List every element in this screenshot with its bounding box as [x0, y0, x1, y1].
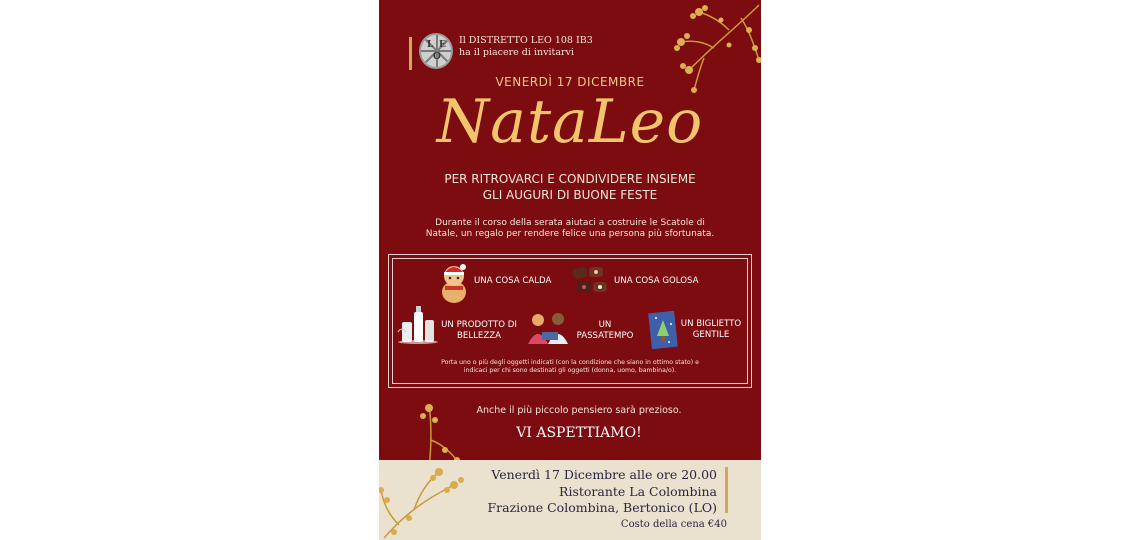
- chocolates-icon: [571, 265, 611, 299]
- invitation-poster: [379, 0, 761, 540]
- description-line-1: Durante il corso della serata aiutaci a costruire le Scatole di: [435, 218, 705, 228]
- closing-text: VI ASPETTIAMO!: [516, 425, 642, 441]
- event-title: NataLeo: [436, 87, 704, 157]
- subtitle-line-1: PER RITROVARCI E CONDIVIDERE INSIEME: [444, 172, 696, 186]
- item-hobby-line-2: PASSATEMPO: [576, 331, 634, 341]
- footer-when: Venerdì 17 Dicembre alle ore 20.00: [491, 467, 717, 482]
- snowman-icon: [439, 262, 469, 304]
- small-thought-text: Anche il più piccolo pensiero sarà prezioso.: [476, 405, 682, 416]
- item-sweet-label: UNA COSA GOLOSA: [614, 276, 699, 286]
- intro-line-2: ha il piacere di invitarvi: [459, 47, 574, 58]
- footer-address: Frazione Colombina, Bertonico (LO): [487, 500, 717, 515]
- people-hobby-icon: [526, 310, 574, 346]
- intro-text: [459, 35, 593, 59]
- footer-venue: Ristorante La Colombina: [559, 484, 717, 499]
- item-beauty-line-1: UN PRODOTTO DI: [441, 320, 517, 330]
- event-date: VENERDÌ 17 DICEMBRE: [495, 75, 645, 89]
- items-note: [399, 359, 741, 375]
- item-card-line-2: GENTILE: [692, 330, 730, 340]
- description-line-2: Natale, un regalo per rendere felice una persona più sfortunata.: [425, 229, 715, 239]
- item-hobby-line-1: UN: [598, 320, 612, 330]
- leo-club-logo: L E O: [419, 33, 453, 69]
- item-hobby-label: [574, 320, 636, 342]
- floral-decoration-footer: [379, 460, 489, 540]
- intro-line-1: Il DISTRETTO LEO 108 IB3: [459, 35, 593, 46]
- subtitle-line-2: GLI AUGURI DI BUONE FESTE: [482, 188, 658, 202]
- footer-cost: Costo della cena €40: [620, 519, 727, 530]
- item-beauty-line-2: BELLEZZA: [457, 331, 501, 341]
- note-line-2: indicaci per chi sono destinati gli oggetti (donna, uomo, bambina/o).: [463, 367, 677, 374]
- item-card-line-1: UN BIGLIETTO: [680, 319, 742, 329]
- item-beauty-label: [439, 320, 519, 342]
- accent-bar: [409, 37, 412, 70]
- item-card-label: [675, 319, 747, 341]
- note-line-1: Porta uno o più degli oggetti indicati (con la condizione che siano in ottimo stato) e: [441, 359, 699, 366]
- item-warm-label: UNA COSA CALDA: [474, 276, 552, 286]
- event-description: [399, 218, 741, 240]
- footer-accent-bar: [725, 467, 728, 513]
- event-subtitle: [379, 171, 761, 203]
- beauty-products-icon: [396, 302, 440, 344]
